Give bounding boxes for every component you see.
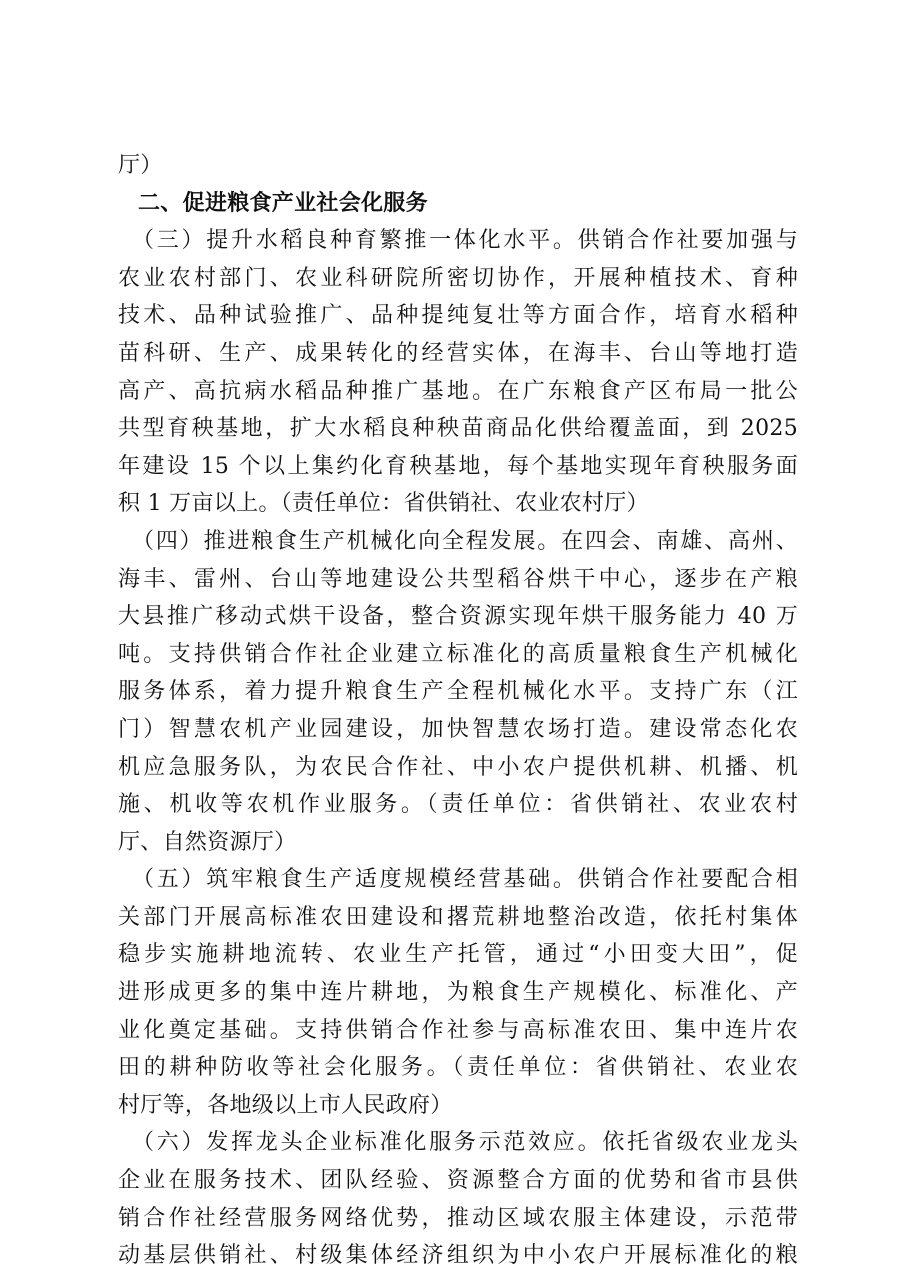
paragraph-line: 大县推广移动式烘干设备，整合资源实现年烘干服务能力 40 万 (118, 604, 798, 630)
document-body (118, 147, 798, 1275)
paragraph-line: 稳步实施耕地流转、农业生产托管，通过“小田变大田”，促 (118, 942, 798, 968)
paragraph-line: 田的耕种防收等社会化服务。（责任单位：省供销社、农业农 (118, 1055, 798, 1081)
text-line: 厅） (118, 153, 163, 178)
paragraph-line: 农业农村部门、农业科研院所密切协作，开展种植技术、育种 (118, 265, 798, 291)
paragraph-line: 积 1 万亩以上。（责任单位：省供销社、农业农村厅） (118, 491, 649, 517)
paragraph-line: 共型育秧基地，扩大水稻良种秧苗商品化供给覆盖面，到 2025 (118, 416, 798, 442)
paragraph-line: （三）提升水稻良种育繁推一体化水平。供销合作社要加强与 (132, 228, 798, 254)
paragraph-line: 企业在服务技术、团队经验、资源整合方面的优势和省市县供 (118, 1168, 798, 1194)
paragraph-line: 服务体系，着力提升粮食生产全程机械化水平。支持广东（江 (118, 679, 798, 705)
paragraph-line: 海丰、雷州、台山等地建设公共型稻谷烘干中心，逐步在产粮 (118, 566, 798, 592)
section-heading: 二、促进粮食产业社会化服务 (138, 190, 428, 216)
paragraph-line: 施、机收等农机作业服务。（责任单位：省供销社、农业农村 (118, 792, 798, 818)
paragraph-line: （五）筑牢粮食生产适度规模经营基础。供销合作社要配合相 (132, 867, 798, 893)
paragraph-line: 吨。支持供销合作社企业建立标准化的高质量粮食生产机械化 (118, 641, 798, 667)
paragraph-line: 年建设 15 个以上集约化育秧基地，每个基地实现年育秧服务面 (118, 453, 798, 479)
paragraph-line: （六）发挥龙头企业标准化服务示范效应。依托省级农业龙头 (132, 1130, 798, 1156)
paragraph-line: 业化奠定基础。支持供销合作社参与高标准农田、集中连片农 (118, 1017, 798, 1043)
paragraph-line: 动基层供销社、村级集体经济组织为中小农户开展标准化的粮 (118, 1243, 798, 1269)
paragraph-line: （四）推进粮食生产机械化向全程发展。在四会、南雄、高州、 (132, 528, 798, 554)
paragraph-line: 销合作社经营服务网络优势，推动区域农服主体建设，示范带 (118, 1205, 798, 1231)
paragraph-line: 厅、自然资源厅） (118, 829, 297, 855)
paragraph-line: 高产、高抗病水稻品种推广基地。在广东粮食产区布局一批公 (118, 378, 798, 404)
paragraph-line: 进形成更多的集中连片耕地，为粮食生产规模化、标准化、产 (118, 980, 798, 1006)
paragraph-line: 门）智慧农机产业园建设，加快智慧农场打造。建设常态化农 (118, 716, 798, 742)
paragraph-line: 苗科研、生产、成果转化的经营实体，在海丰、台山等地打造 (118, 340, 798, 366)
paragraph-line: 关部门开展高标准农田建设和撂荒耕地整治改造，依托村集体 (118, 904, 798, 930)
paragraph-line: 村厅等，各地级以上市人民政府） (118, 1092, 453, 1118)
paragraph-line: 机应急服务队，为农民合作社、中小农户提供机耕、机播、机 (118, 754, 798, 780)
paragraph-line: 技术、品种试验推广、品种提纯复壮等方面合作，培育水稻种 (118, 303, 798, 329)
